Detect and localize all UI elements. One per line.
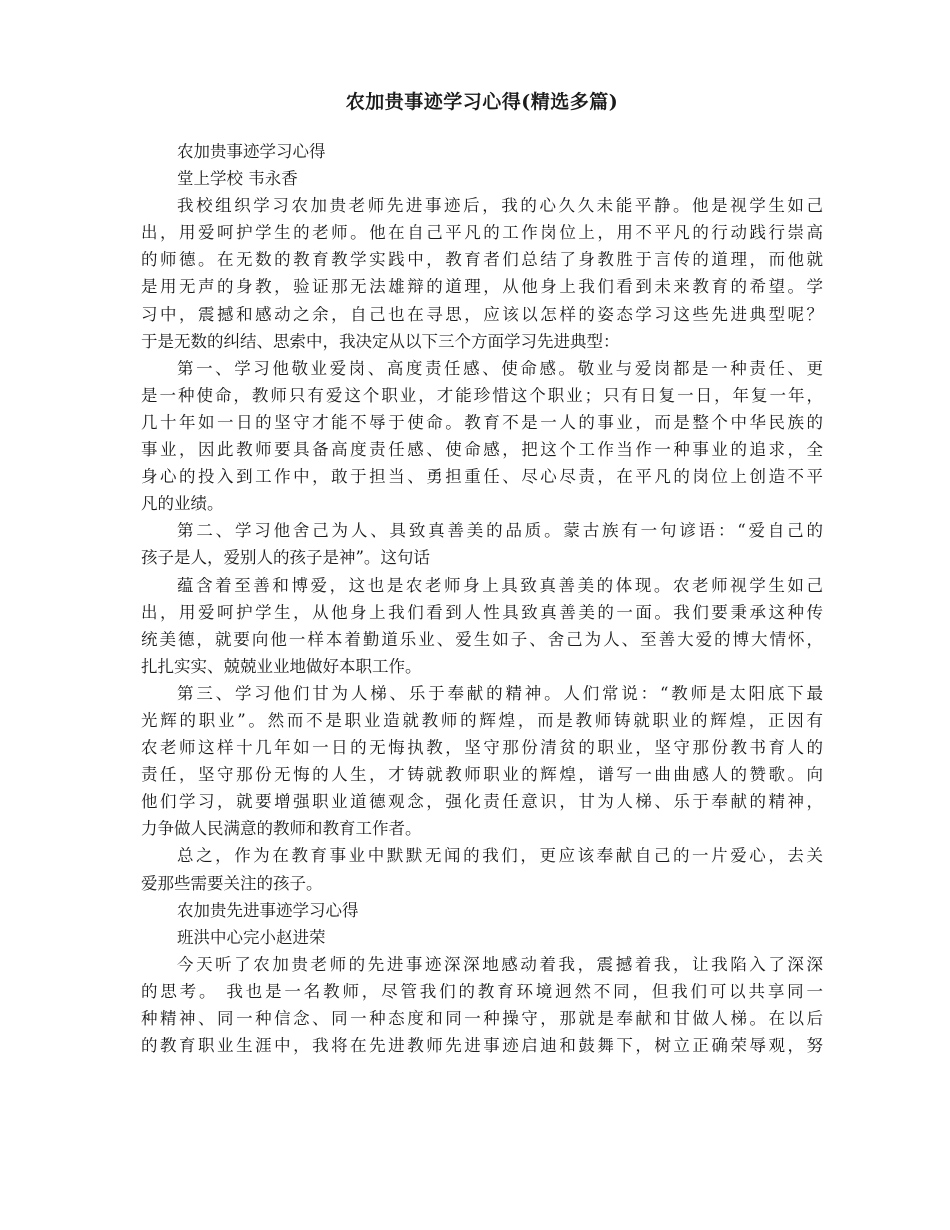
text-line: 农加贵事迹学习心得 [177,142,326,161]
text-line: 统美德，就要向他一样本着勤道乐业、爱生如子、舍己为人、至善大爱的博大情怀， [141,629,823,649]
text-line: 第一、学习他敬业爱岗、高度责任感、使命感。敬业与爱岗都是一种责任、更 [177,358,823,378]
text-line: 扎扎实实、兢兢业业地做好本职工作。 [141,656,422,676]
text-line: 他们学习，就要增强职业道德观念，强化责任意识，甘为人梯、乐于奉献的精神， [141,792,823,812]
text-line: 孩子是人，爱别人的孩子是神”。这句话 [141,548,430,568]
text-line: 我校组织学习农加贵老师先进事迹后，我的心久久未能平静。他是视学生如己 [177,196,823,216]
text-line: 种精神、同一种信念、同一种态度和同一种操守，那就是奉献和甘做人梯。在以后 [141,1009,823,1028]
text-line: 的教育职业生涯中，我将在先进教师先进事迹启迪和鼓舞下，树立正确荣辱观，努 [141,1036,823,1056]
text-line: 责任，坚守那份无悔的人生，才铸就教师职业的辉煌，谱写一曲曲感人的赞歌。向 [141,765,823,785]
text-line: 于是无数的纠结、思索中，我决定从以下三个方面学习先进典型： [141,331,620,351]
text-line: 班洪中心完小赵进荣 [177,927,326,947]
text-line: 是一种使命，教师只有爱这个职业，才能珍惜这个职业；只有日复一日，年复一年， [141,385,823,405]
text-line: 堂上学校 韦永香 [177,169,298,189]
text-line: 出，用爱呵护学生的老师。他在自己平凡的工作岗位上，用不平凡的行动践行崇高 [141,223,823,243]
text-line: 蕴含着至善和博爱，这也是农老师身上具致真善美的体现。农老师视学生如己 [177,575,823,595]
text-line: 力争做人民满意的教师和教育工作者。 [141,819,422,839]
text-line: 的思考。 我也是一名教师，尽管我们的教育环境迥然不同，但我们可以共享同一 [141,981,823,1001]
text-line: 第二、学习他舍己为人、具致真善美的品质。蒙古族有一句谚语：“爱自己的 [177,521,823,541]
text-line: 农加贵先进事迹学习心得 [177,900,359,920]
text-line: 第三、学习他们甘为人梯、乐于奉献的精神。人们常说：“教师是太阳底下最 [177,683,823,703]
text-line: 光辉的职业”。然而不是职业造就教师的辉煌，而是教师铸就职业的辉煌，正因有 [141,710,823,730]
text-line: 总之，作为在教育事业中默默无闻的我们，更应该奉献自己的一片爱心，去关 [177,846,823,866]
text-line: 出，用爱呵护学生，从他身上我们看到人性具致真善美的一面。我们要秉承这种传 [141,602,823,622]
text-line: 习中，震撼和感动之余，自己也在寻思，应该以怎样的姿态学习这些先进典型呢？ [141,304,823,324]
text-line: 凡的业绩。 [141,494,224,514]
text-line: 几十年如一日的坚守才能不辱于使命。教育不是一人的事业，而是整个中华民族的 [141,412,823,432]
document-title: 农加贵事迹学习心得(精选多篇) [345,91,619,113]
text-line: 爱那些需要关注的孩子。 [141,873,323,893]
text-line: 身心的投入到工作中，敢于担当、勇担重任、尽心尽责，在平凡的岗位上创造不平 [141,467,823,487]
text-line: 的师德。在无数的教育教学实践中，教育者们总结了身教胜于言传的道理，而他就 [141,250,823,270]
document-page [141,88,823,1059]
text-line: 事业，因此教师要具备高度责任感、使命感，把这个工作当作一种事业的追求，全 [141,440,823,460]
text-line: 是用无声的身教，验证那无法雄辩的道理，从他身上我们看到未来教育的希望。学 [141,277,823,297]
text-line: 今天听了农加贵老师的先进事迹深深地感动着我，震撼着我，让我陷入了深深 [177,954,823,974]
document-body [141,138,823,1059]
text-line: 农老师这样十几年如一日的无悔执教，坚守那份清贫的职业，坚守那份教书育人的 [141,738,823,758]
